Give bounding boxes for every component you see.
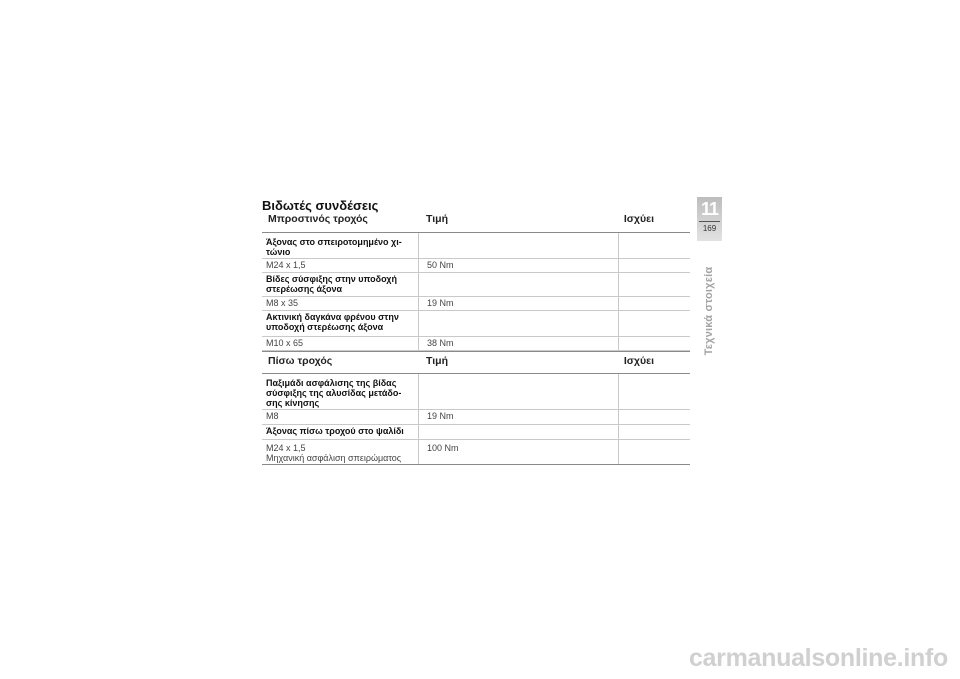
row-label: Άξονας πίσω τροχού στο ψαλίδι xyxy=(266,426,404,436)
row-label: M24 x 1,5 xyxy=(266,443,306,453)
section-title: Βιδωτές συνδέσεις xyxy=(262,198,379,213)
row-label: Ακτινική δαγκάνα φρένου στην υποδοχή στερέωσης άξονα xyxy=(266,312,399,332)
rear-wheel-header-row xyxy=(262,351,690,374)
table-row xyxy=(262,410,690,425)
row-valid xyxy=(618,311,690,336)
row-valid xyxy=(618,374,690,409)
table-row xyxy=(262,337,690,351)
table-row xyxy=(262,259,690,273)
valid-column-header: Ισχύει xyxy=(623,355,654,367)
front-wheel-heading: Μπροστινός τροχός xyxy=(268,213,368,225)
chapter-tab xyxy=(697,197,722,241)
row-label-cell xyxy=(262,440,418,464)
rear-wheel-heading: Πίσω τροχός xyxy=(268,355,333,367)
row-label: M8 x 35 xyxy=(266,298,299,308)
front-wheel-header-row xyxy=(262,212,690,233)
torque-table xyxy=(262,212,690,465)
table-row xyxy=(262,233,690,259)
table-row xyxy=(262,425,690,440)
row-label: M24 x 1,5 xyxy=(266,260,306,270)
row-value: 19 Nm xyxy=(418,410,618,424)
table-row xyxy=(262,374,690,410)
watermark: carmanualsonline.info xyxy=(688,644,948,672)
row-label: Άξονας στο σπειροτομημένο χι-τώνιο xyxy=(266,237,402,257)
row-valid xyxy=(618,337,690,350)
row-label: M10 x 65 xyxy=(266,338,304,348)
row-valid xyxy=(618,233,690,258)
row-label: Βίδες σύσφιξης στην υποδοχή στερέωσης άξονα xyxy=(266,274,397,294)
row-note: Μηχανική ασφάλιση σπειρώματος xyxy=(266,453,402,463)
row-value xyxy=(418,425,618,439)
table-row xyxy=(262,273,690,297)
valid-column-header: Ισχύει xyxy=(623,213,654,225)
row-value: 50 Nm xyxy=(418,259,618,272)
row-valid xyxy=(618,410,690,424)
row-valid xyxy=(618,273,690,296)
row-valid xyxy=(618,440,690,464)
row-label: M8 xyxy=(266,411,279,421)
row-value: 38 Nm xyxy=(418,337,618,350)
table-row xyxy=(262,440,690,465)
row-value: 100 Nm xyxy=(418,440,618,464)
row-value xyxy=(418,311,618,336)
row-label: Παξιμάδι ασφάλισης της βίδας σύσφιξης της αλυσίδας μετάδο-σης κίνησης xyxy=(266,378,402,408)
row-value xyxy=(418,273,618,296)
row-value xyxy=(418,233,618,258)
value-column-header: Τιμή xyxy=(426,213,448,225)
row-value xyxy=(418,374,618,409)
table-row xyxy=(262,297,690,311)
chapter-divider xyxy=(699,221,720,222)
row-value: 19 Nm xyxy=(418,297,618,310)
page-number: 169 xyxy=(702,224,717,233)
chapter-side-label: Τεχνικά στοιχεία xyxy=(703,266,715,356)
row-valid xyxy=(618,297,690,310)
row-valid xyxy=(618,259,690,272)
table-row xyxy=(262,311,690,337)
row-valid xyxy=(618,425,690,439)
chapter-number: 11 xyxy=(700,199,719,219)
value-column-header: Τιμή xyxy=(426,355,448,367)
